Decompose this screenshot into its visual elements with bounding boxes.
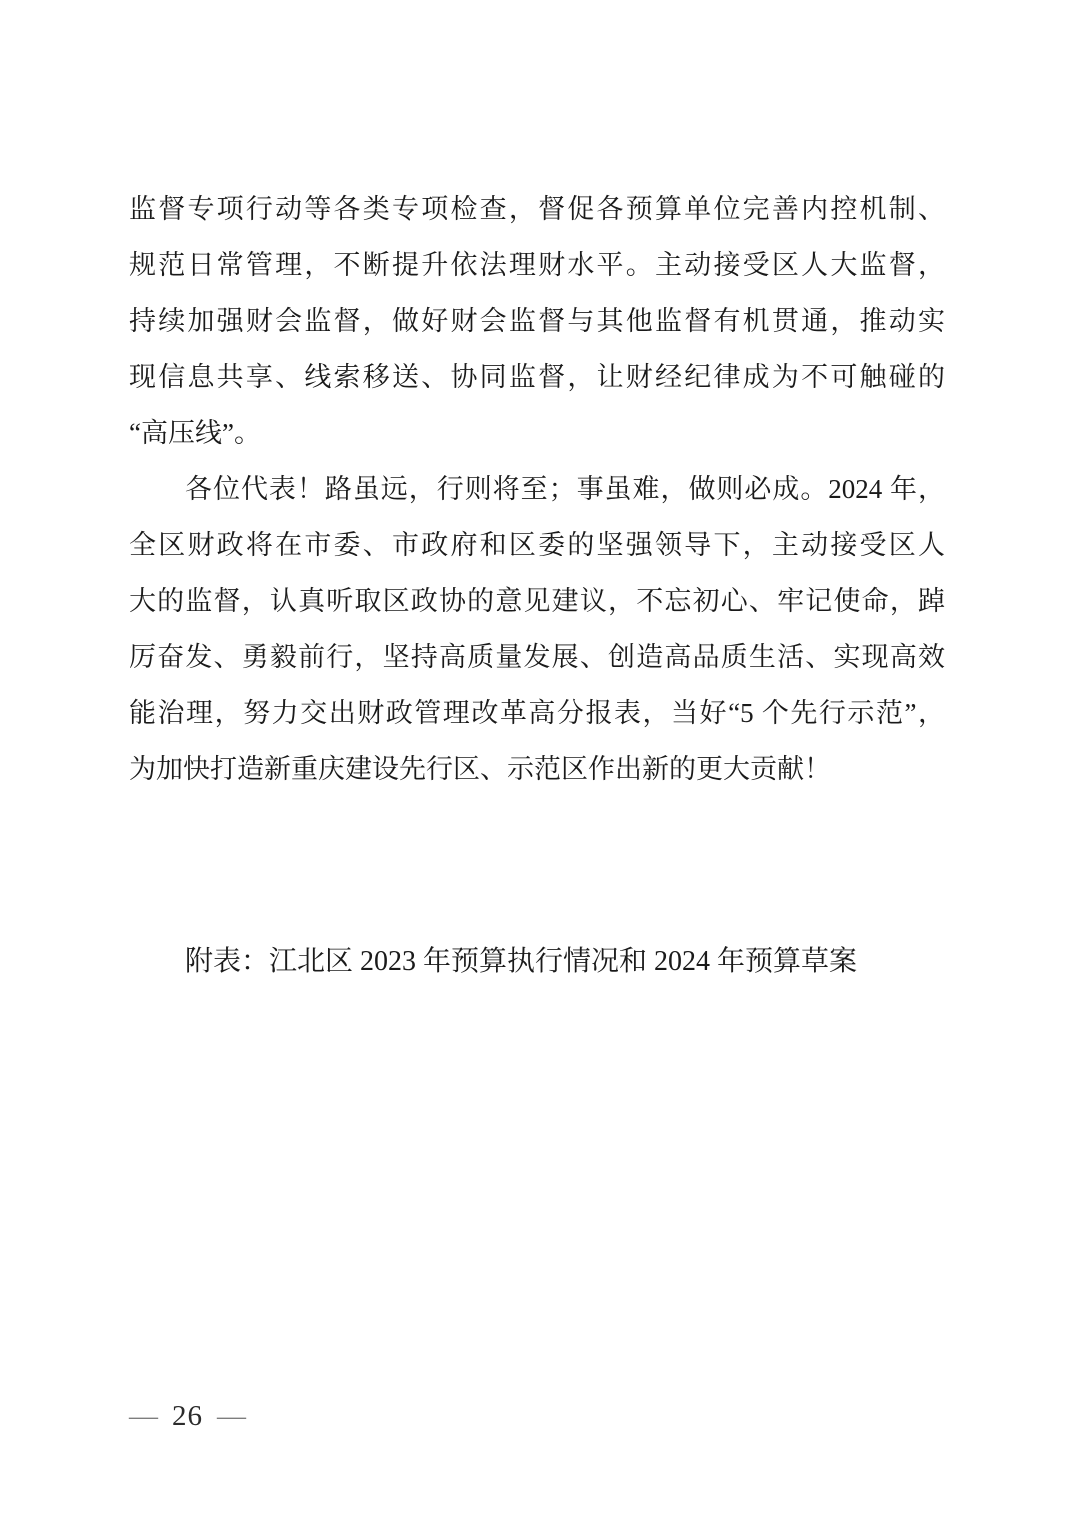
body-text (129, 181, 945, 797)
page-number: 26 (172, 1400, 203, 1432)
text-line: 规范日常管理，不断提升依法理财水平。主动接受区人大监督， (129, 250, 945, 280)
text-line: 现信息共享、线索移送、协同监督，让财经纪律成为不可触碰的 (129, 362, 945, 392)
paragraph (129, 461, 945, 797)
footer-dash-right: — (217, 1400, 246, 1432)
text-line: 监督专项行动等各类专项检查，督促各预算单位完善内控机制、 (129, 194, 945, 224)
text-line: “高压线”。 (129, 418, 261, 448)
attachment-note: 附表：江北区 2023 年预算执行情况和 2024 年预算草案 (185, 946, 858, 977)
page-footer (129, 1396, 246, 1436)
paragraph (129, 181, 945, 461)
footer-dash-left: — (129, 1400, 158, 1432)
text-line: 持续加强财会监督，做好财会监督与其他监督有机贯通，推动实 (129, 306, 945, 336)
text-line: 能治理，努力交出财政管理改革高分报表，当好“5 个先行示范”， (129, 698, 945, 728)
text-line: 厉奋发、勇毅前行，坚持高质量发展、创造高品质生活、实现高效 (129, 642, 945, 672)
text-line: 各位代表！路虽远，行则将至；事虽难，做则必成。2024 年， (185, 474, 945, 504)
text-line: 大的监督，认真听取区政协的意见建议，不忘初心、牢记使命，踔 (129, 586, 945, 616)
text-line: 全区财政将在市委、市政府和区委的坚强领导下，主动接受区人 (129, 530, 945, 560)
text-line: 为加快打造新重庆建设先行区、示范区作出新的更大贡献！ (129, 754, 831, 784)
